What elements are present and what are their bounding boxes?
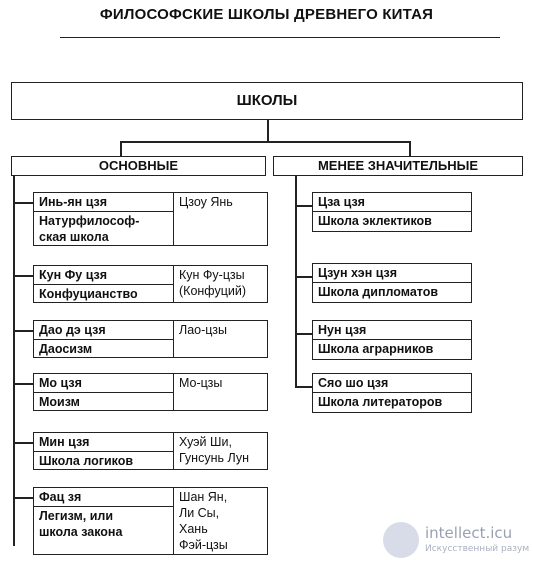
school-desc-line: ская школа: [39, 230, 109, 244]
school-person: Шан Ян,: [179, 490, 228, 504]
school-people: [174, 193, 267, 245]
school-people: [174, 321, 267, 357]
school-desc-line: Легизм, или: [39, 509, 114, 523]
root-branch: [120, 141, 410, 143]
school-people: [174, 433, 267, 469]
minor-connector: [295, 386, 312, 388]
root-stem: [267, 120, 269, 142]
school-person: Хуэй Ши,: [179, 435, 232, 449]
school-desc: [34, 452, 174, 469]
minor-school-box: [312, 192, 472, 232]
school-desc-line: Конфуцианство: [39, 287, 138, 301]
main-school-box: [33, 320, 268, 358]
school-person: Мо-цзы: [179, 376, 223, 390]
school-people: [174, 266, 267, 302]
school-person: Гунсунь Лун: [179, 451, 249, 465]
school-desc: Школа дипломатов: [318, 285, 439, 299]
main-connector: [13, 497, 33, 499]
diagram-title: ФИЛОСОФСКИЕ ШКОЛЫ ДРЕВНЕГО КИТАЯ: [99, 6, 434, 23]
school-person: Лао-цзы: [179, 323, 228, 337]
minor-school-box: [312, 320, 472, 360]
minor-spine: [295, 176, 297, 386]
main-school-box: [33, 373, 268, 411]
school-name: Цза цзя: [313, 193, 471, 212]
school-desc: [34, 507, 174, 554]
brain-logo-icon: [383, 522, 419, 558]
school-name: Кун Фу цзя: [34, 266, 174, 285]
minor-school-box: [312, 373, 472, 413]
branch-right-drop: [409, 141, 411, 156]
school-name: Нун цзя: [313, 321, 471, 340]
main-school-box: [33, 192, 268, 246]
school-desc: [34, 285, 174, 302]
school-desc: Школа эклектиков: [318, 214, 432, 228]
main-spine: [13, 176, 15, 546]
school-desc-line: Школа логиков: [39, 454, 134, 468]
main-connector: [13, 330, 33, 332]
watermark-site: intellect.icu: [425, 524, 513, 542]
title-underline: [60, 37, 500, 38]
school-desc: [34, 393, 174, 410]
school-name: Цзун хэн цзя: [313, 264, 471, 283]
category-main: ОСНОВНЫЕ: [11, 156, 266, 176]
school-person: (Конфуций): [179, 284, 246, 298]
minor-connector: [295, 333, 312, 335]
school-person: Кун Фу-цзы: [179, 268, 245, 282]
school-desc: Школа аграрников: [318, 342, 434, 356]
school-desc: Школа литераторов: [318, 395, 443, 409]
school-people: [174, 374, 267, 410]
minor-connector: [295, 276, 312, 278]
watermark: [383, 518, 533, 563]
school-desc-line: школа закона: [39, 525, 123, 539]
minor-connector: [295, 205, 312, 207]
main-connector: [13, 442, 33, 444]
school-desc-line: Моизм: [39, 395, 80, 409]
school-name: Мин цзя: [34, 433, 174, 452]
main-connector: [13, 383, 33, 385]
main-connector: [13, 202, 33, 204]
main-connector: [13, 275, 33, 277]
watermark-tagline: Искусственный разум: [425, 544, 530, 554]
school-person: Цзоу Янь: [179, 195, 233, 209]
minor-school-box: [312, 263, 472, 303]
school-name: Мо цзя: [34, 374, 174, 393]
school-desc: [34, 212, 174, 245]
school-name: Фац зя: [34, 488, 174, 507]
school-person: Хань: [179, 522, 208, 536]
school-name: Дао дэ цзя: [34, 321, 174, 340]
school-name: Инь-ян цзя: [34, 193, 174, 212]
school-desc-line: Даосизм: [39, 342, 93, 356]
branch-left-drop: [120, 141, 122, 156]
school-person: Ли Сы,: [179, 506, 220, 520]
main-school-box: [33, 265, 268, 303]
main-school-box: [33, 487, 268, 555]
school-name: Сяо шо цзя: [313, 374, 471, 393]
main-school-box: [33, 432, 268, 470]
school-person: Фэй-цзы: [179, 538, 228, 552]
schools-root-box: ШКОЛЫ: [11, 82, 523, 120]
school-desc-line: Натурфилософ-: [39, 214, 140, 228]
school-people: [174, 488, 267, 554]
category-minor: МЕНЕЕ ЗНАЧИТЕЛЬНЫЕ: [273, 156, 523, 176]
school-desc: [34, 340, 174, 357]
